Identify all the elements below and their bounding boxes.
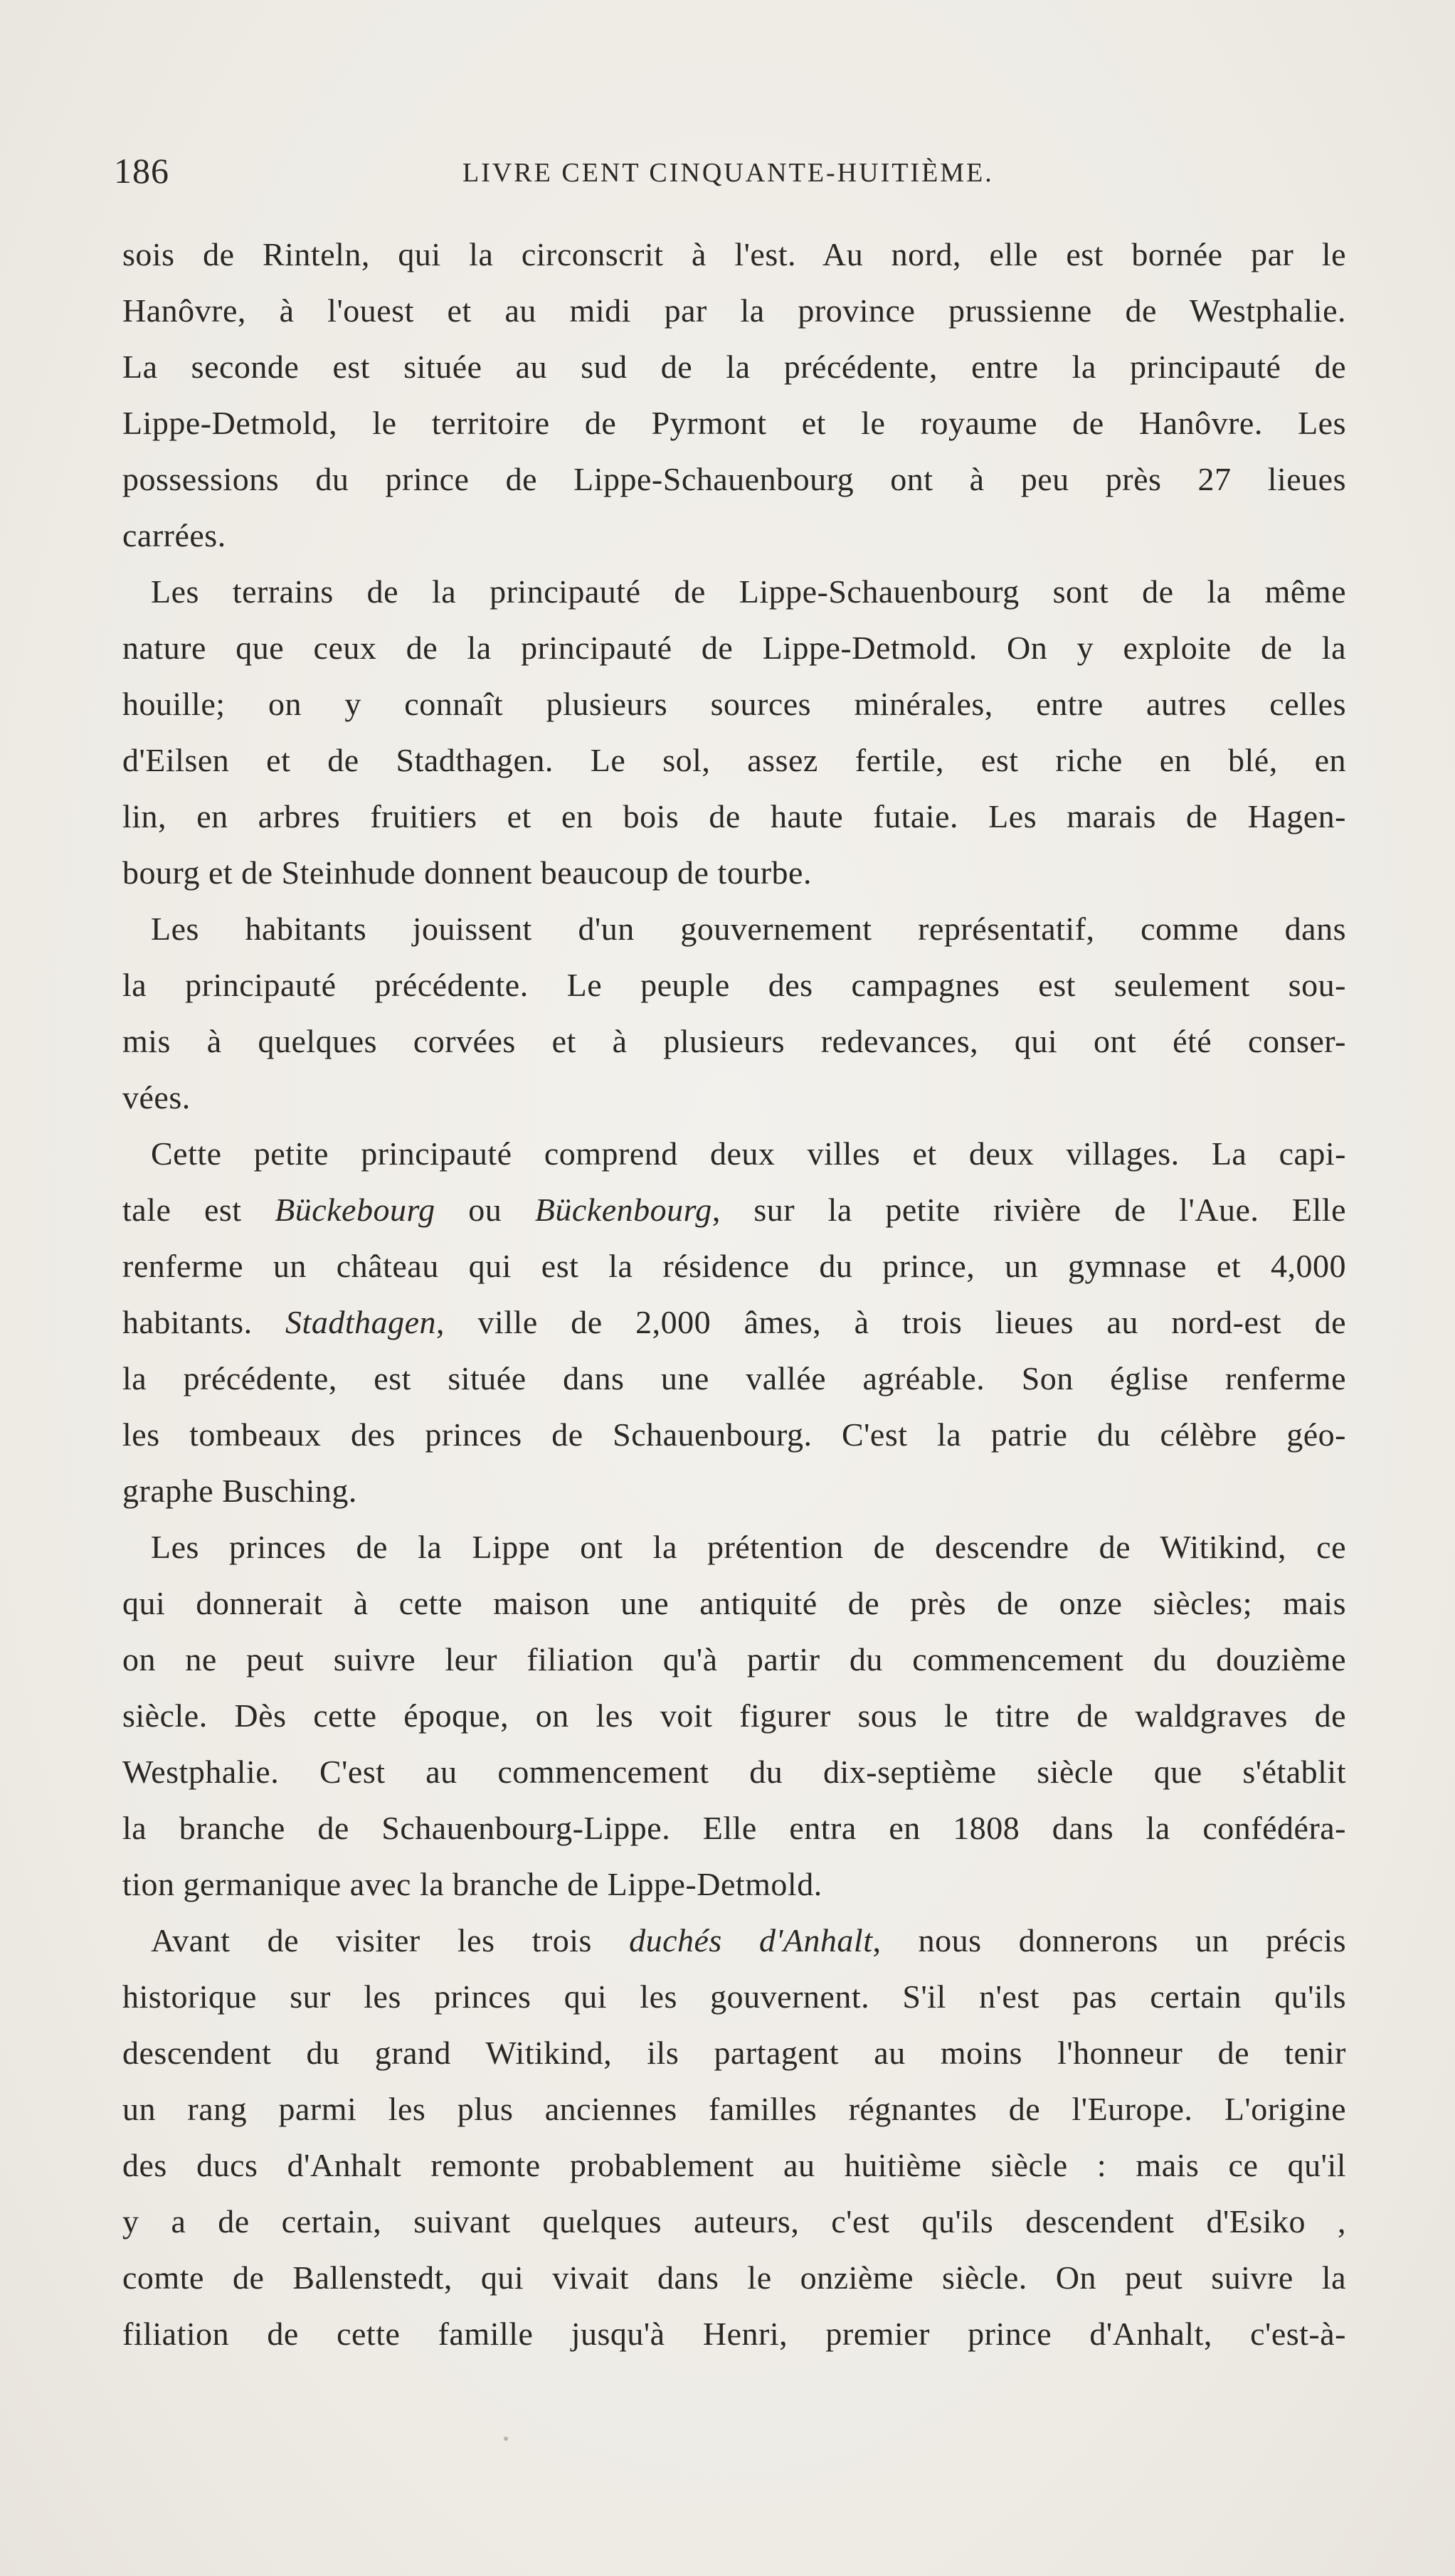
running-title: LIVRE CENT CINQUANTE-HUITIÈME.: [462, 158, 994, 188]
text-line: [122, 563, 1346, 620]
text-line: [122, 1294, 1346, 1350]
text-line: [122, 1406, 1346, 1463]
text-run: bourg et de Steinhude donnent beaucoup de tourbe.: [122, 854, 812, 891]
text-line: [122, 1069, 1346, 1125]
page-header: [114, 146, 1355, 196]
text-run: renferme un château qui est la résidence du prince, un gymnase et 4,000: [122, 1248, 1346, 1284]
text-run: les tombeaux des princes de Schauenbourg. C'est la patrie du célèbre géo-: [122, 1416, 1346, 1453]
text-line: [122, 1182, 1346, 1238]
text-run: d'Eilsen et de Stadthagen. Le sol, assez fertile, est riche en blé, en: [122, 742, 1346, 778]
text-run: , nous donnerons un précis: [872, 1922, 1347, 1958]
text-line: [122, 1968, 1346, 2025]
text-run: Les terrains de la principauté de Lippe-Schauenbourg sont de la même: [151, 573, 1346, 610]
text-run: ou: [435, 1192, 535, 1228]
page-number: 186: [114, 151, 169, 191]
text-run: La seconde est située au sud de la précédente, entre la principauté de: [122, 349, 1346, 385]
text-run: sois de Rinteln, qui la circonscrit à l'est. Au nord, elle est bornée par le: [122, 236, 1346, 272]
italic-text: Stadthagen: [285, 1304, 437, 1340]
text-run: Avant de visiter les trois: [151, 1922, 630, 1958]
text-run: y a de certain, suivant quelques auteurs, c'est qu'ils descendent d'Esiko ,: [122, 2203, 1346, 2240]
text-line: [122, 2137, 1346, 2193]
text-line: [122, 620, 1346, 676]
text-run: Les habitants jouissent d'un gouvernement représentatif, comme dans: [151, 911, 1346, 947]
text-run: Lippe-Detmold, le territoire de Pyrmont et le royaume de Hanôvre. Les: [122, 405, 1346, 441]
text-run: nature que ceux de la principauté de Lippe-Detmold. On y exploite de la: [122, 630, 1346, 666]
text-line: [122, 339, 1346, 395]
text-run: houille; on y connaît plusieurs sources minérales, entre autres celles: [122, 686, 1346, 722]
text-run: vées.: [122, 1079, 191, 1115]
text-run: la principauté précédente. Le peuple des campagnes est seulement sou-: [122, 967, 1346, 1003]
text-line: [122, 226, 1346, 282]
text-run: habitants.: [122, 1304, 286, 1340]
text-line: [122, 395, 1346, 451]
text-run: , sur la petite rivière de l'Aue. Elle: [711, 1192, 1347, 1228]
text-line: [122, 1350, 1346, 1406]
text-run: descendent du grand Witikind, ils partagent au moins l'honneur de tenir: [122, 2035, 1346, 2071]
text-run: graphe Busching.: [122, 1473, 357, 1509]
text-line: [122, 1575, 1346, 1631]
text-line: [122, 2193, 1346, 2249]
text-run: Les princes de la Lippe ont la prétention de descendre de Witikind, ce: [151, 1529, 1346, 1565]
text-line: [122, 1125, 1346, 1182]
text-run: un rang parmi les plus anciennes familles régnantes de l'Europe. L'origine: [122, 2091, 1346, 2127]
text-run: tion germanique avec la branche de Lippe-Detmold.: [122, 1866, 822, 1902]
text-line: [122, 2249, 1346, 2306]
text-line: [122, 844, 1346, 901]
text-run: comte de Ballenstedt, qui vivait dans le onzième siècle. On peut suivre la: [122, 2259, 1346, 2296]
italic-text: Bückenbourg: [534, 1192, 712, 1228]
text-line: [122, 901, 1346, 957]
text-line: [122, 1744, 1346, 1800]
text-line: [122, 1912, 1346, 1968]
text-run: Hanôvre, à l'ouest et au midi par la province prussienne de Westphalie.: [122, 292, 1346, 329]
text-run: on ne peut suivre leur filiation qu'à partir du commencement du douzième: [122, 1641, 1346, 1677]
text-line: [122, 1519, 1346, 1575]
text-line: [122, 1463, 1346, 1519]
text-line: [122, 2025, 1346, 2081]
text-line: [122, 957, 1346, 1013]
text-line: [122, 451, 1346, 507]
text-run: la branche de Schauenbourg-Lippe. Elle entra en 1808 dans la confédéra-: [122, 1810, 1346, 1846]
paper-speck: [504, 2437, 508, 2441]
text-run: des ducs d'Anhalt remonte probablement au huitième siècle : mais ce qu'il: [122, 2147, 1346, 2183]
text-line: [122, 507, 1346, 563]
text-line: [122, 1800, 1346, 1856]
text-run: la précédente, est située dans une vallée agréable. Son église renferme: [122, 1360, 1346, 1396]
text-run: , ville de 2,000 âmes, à trois lieues au nord-est de: [436, 1304, 1346, 1340]
text-line: [122, 2306, 1346, 2362]
text-line: [122, 1856, 1346, 1912]
text-line: [122, 732, 1346, 788]
text-run: qui donnerait à cette maison une antiquité de près de onze siècles; mais: [122, 1585, 1346, 1621]
text-line: [122, 282, 1346, 339]
text-run: tale est: [122, 1192, 275, 1228]
text-line: [122, 676, 1346, 732]
text-line: [122, 2081, 1346, 2137]
text-line: [122, 1013, 1346, 1069]
text-line: [122, 1687, 1346, 1744]
text-run: possessions du prince de Lippe-Schauenbourg ont à peu près 27 lieues: [122, 461, 1346, 497]
text-line: [122, 1631, 1346, 1687]
text-line: [122, 1238, 1346, 1294]
text-run: filiation de cette famille jusqu'à Henri, premier prince d'Anhalt, c'est-à-: [122, 2316, 1346, 2352]
italic-text: Bückebourg: [275, 1192, 435, 1228]
body-text: [122, 226, 1346, 2474]
text-run: siècle. Dès cette époque, on les voit figurer sous le titre de waldgraves de: [122, 1697, 1346, 1734]
text-run: Cette petite principauté comprend deux villes et deux villages. La capi-: [151, 1135, 1346, 1172]
text-run: historique sur les princes qui les gouvernent. S'il n'est pas certain qu'ils: [122, 1978, 1346, 2015]
text-run: mis à quelques corvées et à plusieurs redevances, qui ont été conser-: [122, 1023, 1346, 1059]
italic-text: duchés d'Anhalt: [629, 1922, 873, 1958]
text-run: lin, en arbres fruitiers et en bois de haute futaie. Les marais de Hagen-: [122, 798, 1346, 834]
text-line: [122, 788, 1346, 844]
text-run: carrées.: [122, 517, 226, 553]
text-run: Westphalie. C'est au commencement du dix-septième siècle que s'établit: [122, 1754, 1346, 1790]
